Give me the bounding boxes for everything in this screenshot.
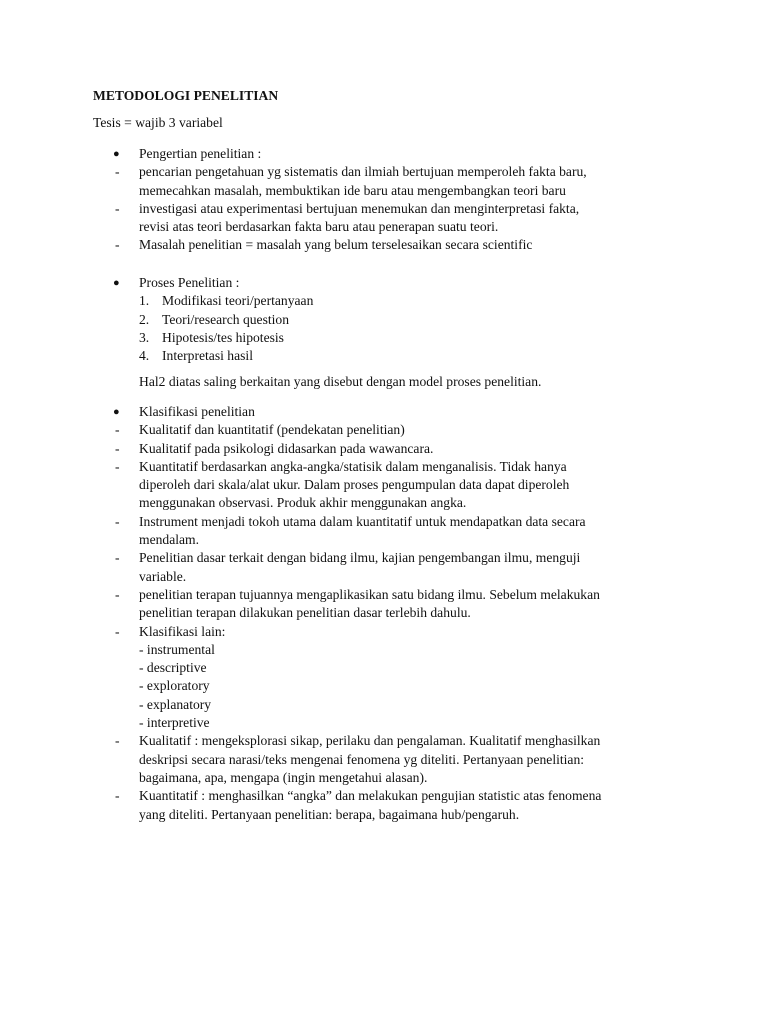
item-number: 1. xyxy=(139,293,150,309)
text-line: Klasifikasi lain: xyxy=(139,623,226,639)
list-item xyxy=(93,513,683,550)
item-text: Teori/research question xyxy=(162,311,290,327)
text-line: - descriptive xyxy=(139,660,207,676)
numbered-item xyxy=(93,347,683,365)
text-line: investigasi atau experimentasi bertujuan menemukan dan menginterpretasi fakta, xyxy=(139,200,580,216)
text-line: bagaimana, apa, mengapa (ingin mengetahui alasan). xyxy=(139,769,428,785)
item-number: 2. xyxy=(139,311,150,327)
dash-icon: - xyxy=(115,623,120,639)
text-line: Penelitian dasar terkait dengan bidang ilmu, kajian pengembangan ilmu, menguji xyxy=(139,550,581,566)
list-item xyxy=(93,421,683,439)
item-number: 4. xyxy=(139,348,150,364)
text-line: memecahkan masalah, membuktikan ide baru atau mengembangkan teori baru xyxy=(139,182,566,198)
list-item xyxy=(93,236,683,254)
item-number: 3. xyxy=(139,329,150,345)
section-heading xyxy=(93,403,683,421)
text-line: - explanatory xyxy=(139,696,212,712)
dash-icon: - xyxy=(115,164,120,180)
list-item xyxy=(93,200,683,237)
dash-icon: - xyxy=(115,237,120,253)
text-line: - interpretive xyxy=(139,715,210,731)
spacer xyxy=(93,365,683,373)
section-heading-text: Klasifikasi penelitian xyxy=(139,404,255,419)
list-item xyxy=(93,458,683,513)
dash-icon: - xyxy=(115,440,120,456)
text-line: Kuantitatif berdasarkan angka-angka/statisik dalam menganalisis. Tidak hanya xyxy=(139,458,567,474)
text-line: Masalah penelitian = masalah yang belum terselesaikan secara scientific xyxy=(139,237,533,253)
text-line: Kualitatif pada psikologi didasarkan pada wawancara. xyxy=(139,440,434,456)
list-item xyxy=(93,623,683,733)
text-line: variable. xyxy=(139,568,187,584)
bullet-icon: ● xyxy=(113,277,120,289)
dash-icon: - xyxy=(115,788,120,804)
item-text: Interpretasi hasil xyxy=(162,348,253,364)
dash-icon: - xyxy=(115,200,120,216)
bullet-icon: ● xyxy=(113,406,120,418)
dash-icon: - xyxy=(115,422,120,438)
section-heading xyxy=(93,274,683,292)
section-proses xyxy=(93,274,683,392)
section-note: Hal2 diatas saling berkaitan yang disebut dengan model proses penelitian. xyxy=(139,374,542,390)
list-item xyxy=(93,549,683,586)
section-heading-text: Pengertian penelitian : xyxy=(139,146,262,161)
list-item xyxy=(93,787,683,824)
numbered-item xyxy=(93,292,683,310)
text-line: menggunakan observasi. Produk akhir menggunakan angka. xyxy=(139,495,467,511)
list-item xyxy=(93,440,683,458)
text-line: Kualitatif dan kuantitatif (pendekatan penelitian) xyxy=(139,422,405,438)
section-heading xyxy=(93,145,683,163)
dash-icon: - xyxy=(115,586,120,602)
text-line: diperoleh dari skala/alat ukur. Dalam proses pengumpulan data dapat diperoleh xyxy=(139,477,570,493)
dash-icon: - xyxy=(115,550,120,566)
list-item xyxy=(93,732,683,787)
list-item xyxy=(93,163,683,200)
dash-icon: - xyxy=(115,458,120,474)
text-line: yang diteliti. Pertanyaan penelitian: berapa, bagaimana hub/pengaruh. xyxy=(139,806,520,822)
text-line: - exploratory xyxy=(139,678,210,694)
bullet-icon: ● xyxy=(113,148,120,160)
text-line: Kualitatif : mengeksplorasi sikap, perilaku dan pengalaman. Kualitatif menghasilkan xyxy=(139,733,601,749)
dash-icon: - xyxy=(115,513,120,529)
text-line: Instrument menjadi tokoh utama dalam kuantitatif untuk mendapatkan data secara xyxy=(139,513,586,529)
text-line: - instrumental xyxy=(139,641,215,657)
document-title: METODOLOGI PENELITIAN xyxy=(93,88,279,103)
numbered-item xyxy=(93,311,683,329)
text-line: Kuantitatif : menghasilkan “angka” dan melakukan pengujian statistic atas fenomena xyxy=(139,788,602,804)
text-line: mendalam. xyxy=(139,532,200,548)
text-line: deskripsi secara narasi/teks mengenai fenomena yg diteliti. Pertanyaan penelitian: xyxy=(139,751,585,767)
text-line: penelitian terapan dilakukan penelitian dasar terlebih dahulu. xyxy=(139,605,471,621)
section-pengertian xyxy=(93,145,683,255)
numbered-item xyxy=(93,329,683,347)
item-text: Modifikasi teori/pertanyaan xyxy=(162,293,314,309)
text-line: penelitian terapan tujuannya mengaplikasikan satu bidang ilmu. Sebelum melakukan xyxy=(139,586,600,602)
document-subtitle: Tesis = wajib 3 variabel xyxy=(93,115,223,130)
item-text: Hipotesis/tes hipotesis xyxy=(162,329,284,345)
text-line: pencarian pengetahuan yg sistematis dan ilmiah bertujuan memperoleh fakta baru, xyxy=(139,164,587,180)
text-line: revisi atas teori berdasarkan fakta baru atau penerapan suatu teori. xyxy=(139,219,499,235)
section-klasifikasi xyxy=(93,403,683,824)
section-heading-text: Proses Penelitian : xyxy=(139,275,240,290)
dash-icon: - xyxy=(115,733,120,749)
list-item xyxy=(93,586,683,623)
